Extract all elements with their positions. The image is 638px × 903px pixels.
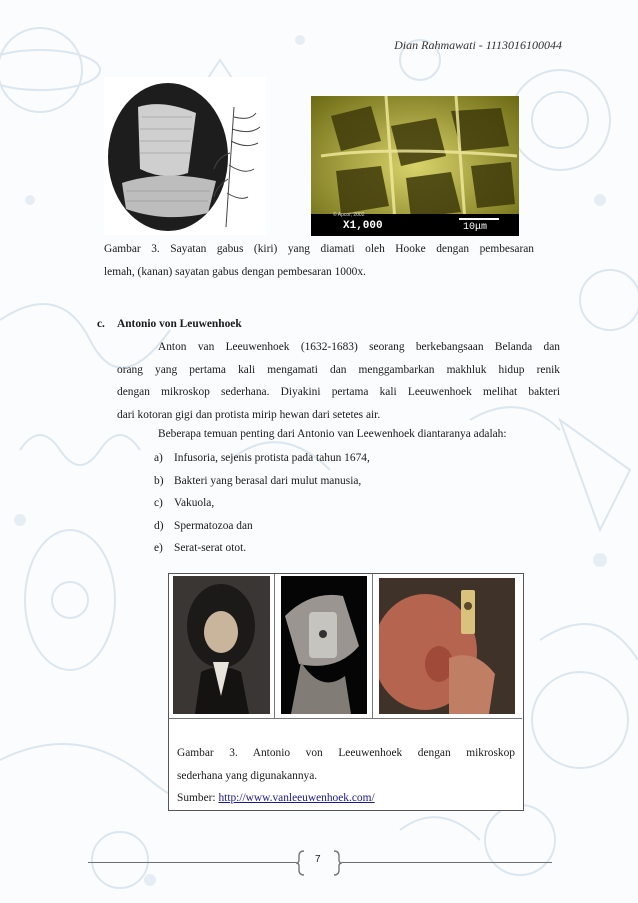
table-cell-microscope [275, 574, 373, 719]
list-text: Spermatozoa dan [174, 520, 253, 532]
list-text: Serat-serat otot. [174, 542, 247, 554]
paragraph-line: dari kotoran gigi dan protista mirip hewan dari setetes air. [117, 408, 381, 421]
leeuwenhoek-paragraph [117, 336, 560, 426]
footer-rule-right [342, 862, 552, 863]
footer-rule-left [88, 862, 296, 863]
list-item [154, 475, 361, 487]
sem-scale-label: 10μm [463, 222, 488, 233]
figure4-source [177, 787, 515, 810]
paragraph-line: orang yang pertama kali mengamati dan menggambarkan makhluk hidup renik [117, 363, 560, 376]
figure3-caption [104, 238, 534, 283]
list-item [154, 497, 214, 509]
figure3-caption-line: lemah, (kanan) sayatan gabus dengan pembesaran 1000x. [104, 265, 366, 278]
leeuwenhoek-portrait-image [173, 576, 270, 714]
source-link[interactable]: http://www.vanleeuwenhoek.com/ [218, 792, 375, 804]
microscope-closeup-image [379, 578, 515, 714]
figure4-caption [177, 742, 515, 810]
sem-credit: © Apcor, 2002 [333, 212, 365, 218]
list-item [154, 542, 246, 554]
list-item [154, 452, 370, 464]
paragraph-line: Anton van Leeuwenhoek (1632-1683) seorang berkebangsaan Belanda dan [158, 341, 560, 353]
page-number: 7 [315, 854, 321, 865]
list-text: Vakuola, [174, 497, 215, 509]
findings-intro: Beberapa temuan penting dari Antonio van Leewenhoek diantaranya adalah: [158, 428, 507, 440]
figure4-caption-line: sederhana yang digunakannya. [177, 769, 318, 782]
paragraph-line: dengan mikroskop sederhana. Diyakini pertama kali Leeuwenhoek melihat bakteri [117, 386, 560, 398]
page-number-bracket-left [296, 850, 306, 876]
list-marker: a) [154, 452, 163, 464]
section-marker: c. [97, 318, 105, 330]
cork-sem-micrograph-image [311, 96, 519, 236]
list-marker: b) [154, 475, 164, 487]
sem-magnification-label: X1,000 [343, 220, 383, 232]
figure-table [168, 573, 524, 811]
page-number-bracket-right [332, 850, 342, 876]
table-cell-portrait [169, 574, 275, 719]
microscope-in-hand-image [281, 576, 367, 714]
list-text: Bakteri yang berasal dari mulut manusia, [174, 475, 362, 487]
list-text: Infusoria, sejenis protista pada tahun 1674, [174, 452, 370, 464]
figure4-caption-line: Gambar 3. Antonio von Leeuwenhoek dengan mikroskop [177, 747, 515, 759]
section-heading: Antonio von Leuwenhoek [117, 318, 242, 330]
hooke-cork-drawing-image [104, 77, 266, 235]
sem-scale-bar [459, 218, 499, 220]
table-cell-closeup [373, 574, 522, 719]
list-marker: e) [154, 542, 163, 554]
figure3-caption-line: Gambar 3. Sayatan gabus (kiri) yang diamati oleh Hooke dengan pembesaran [104, 243, 534, 255]
list-item [154, 520, 253, 532]
header-author: Dian Rahmawati - 1113016100044 [394, 38, 562, 52]
source-label: Sumber: [177, 792, 219, 804]
list-marker: d) [154, 520, 164, 532]
list-marker: c) [154, 497, 163, 509]
